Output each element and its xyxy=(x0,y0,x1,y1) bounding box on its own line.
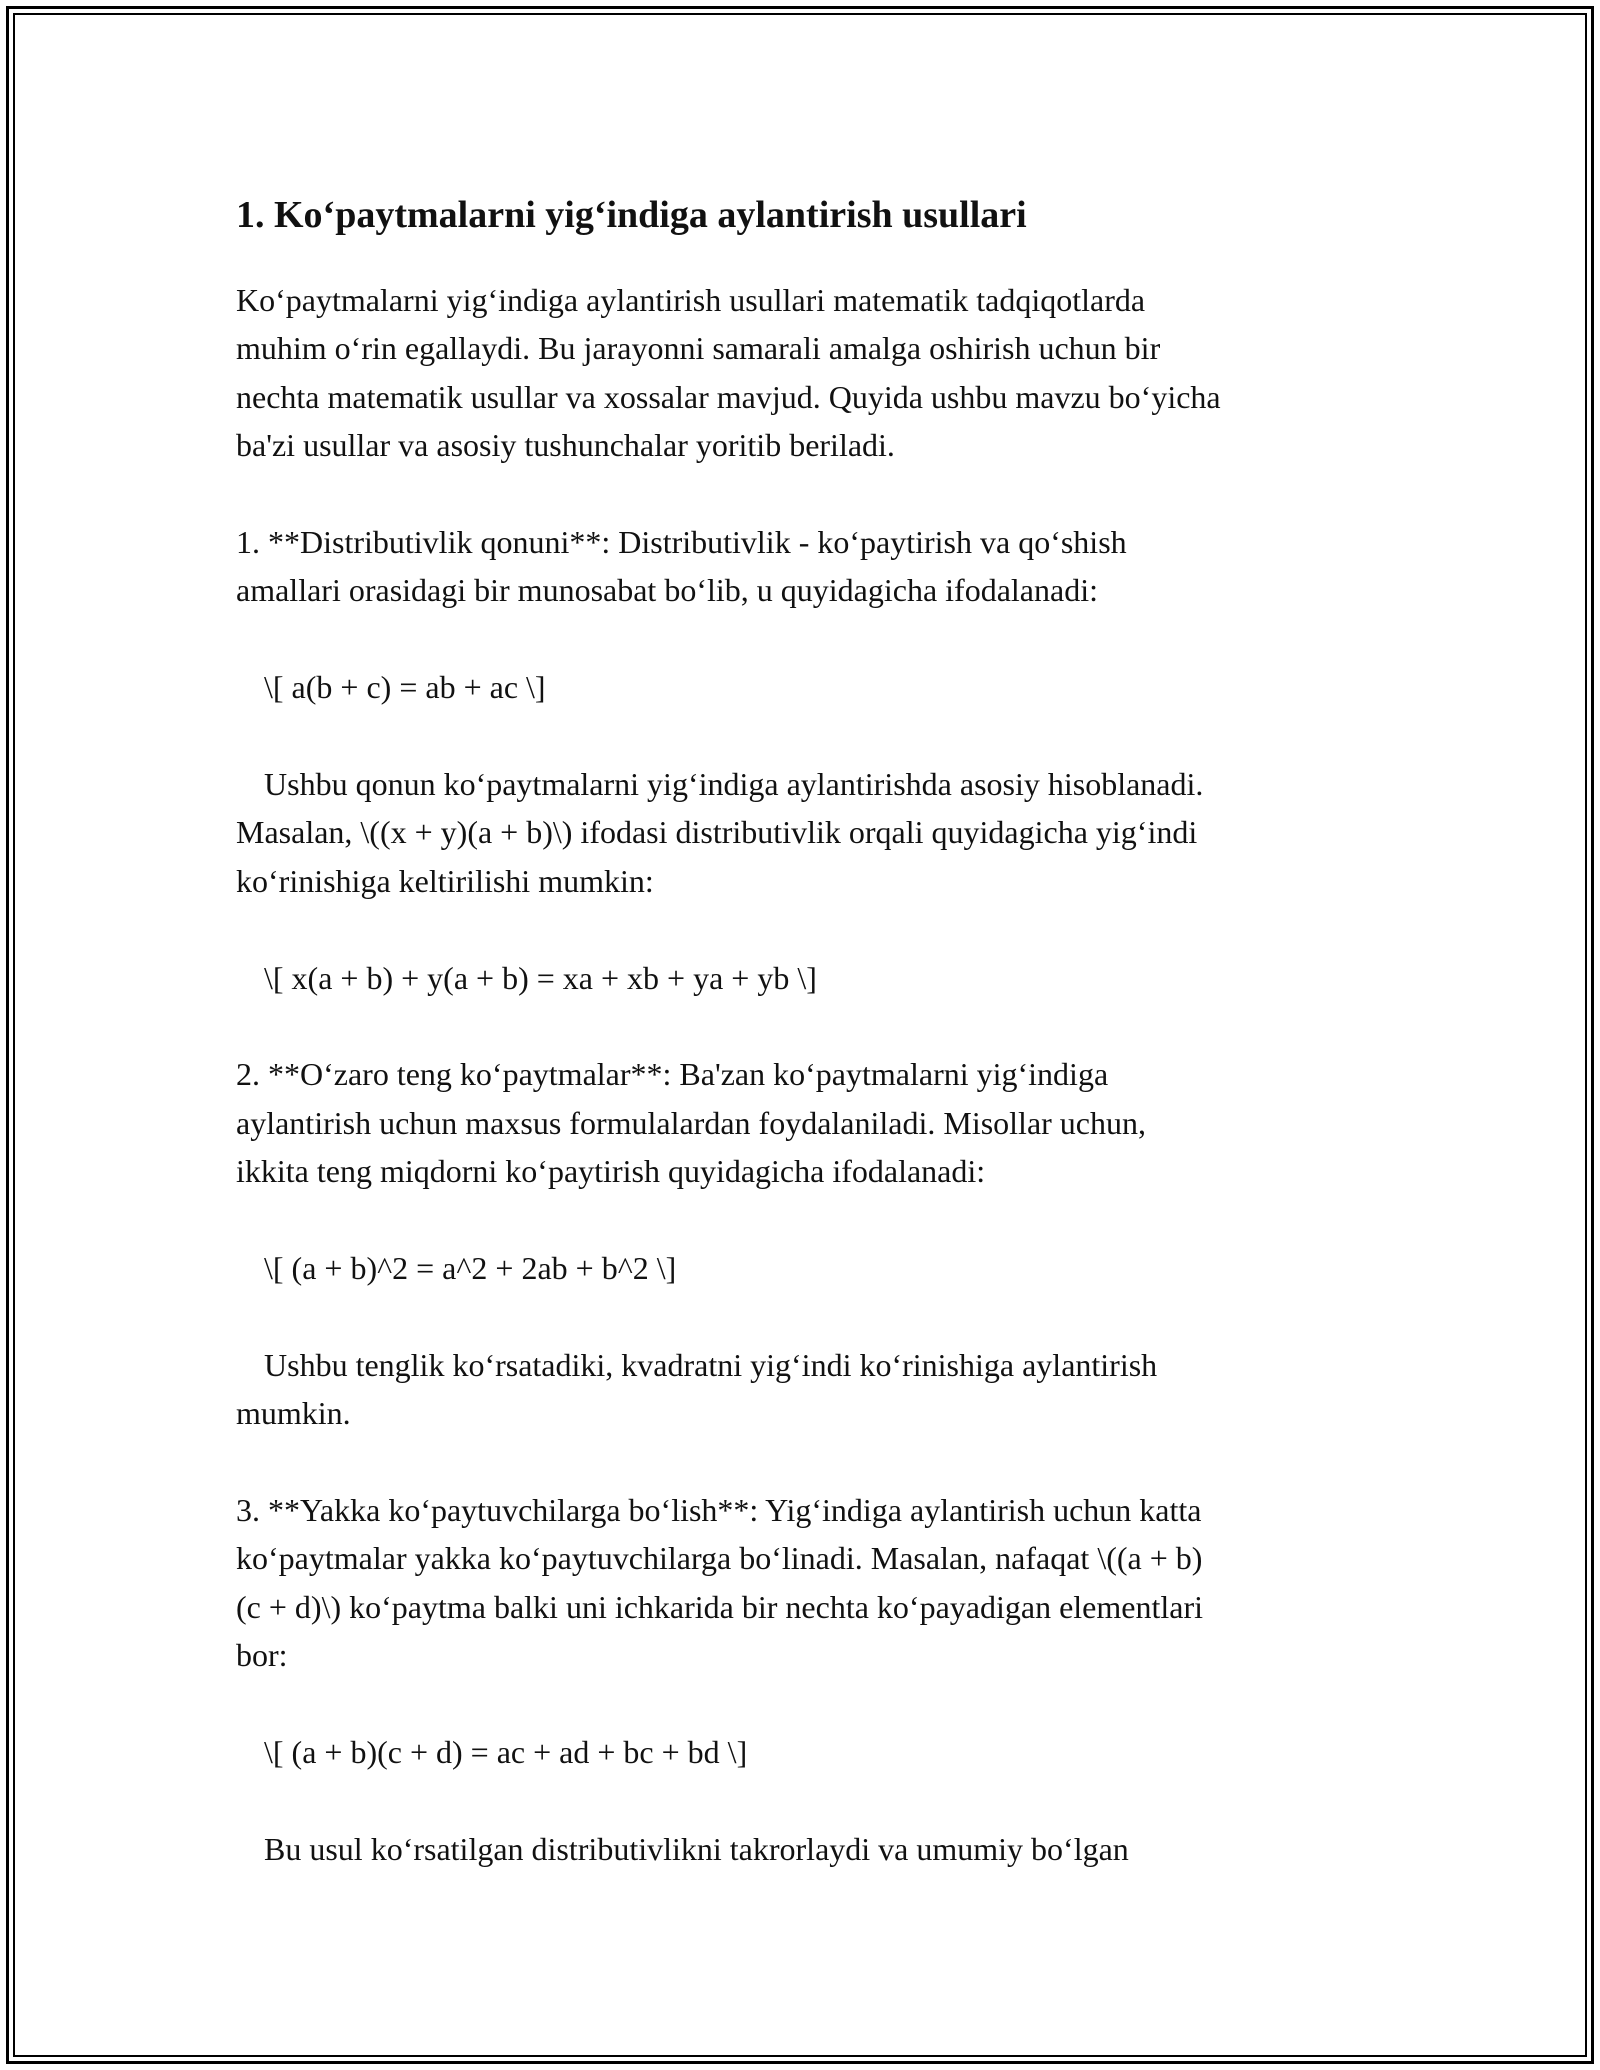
formula-distributive: \[ a(b + c) = ab + ac \] xyxy=(264,669,546,706)
formula-product: \[ (a + b)(c + d) = ac + ad + bc + bd \] xyxy=(264,1734,748,1771)
rule-2-explanation: Ushbu tenglik ko‘rsatadiki, kvadratni yig‘indi ko‘rinishiga aylantirish mumkin. xyxy=(236,1346,1158,1432)
rule-3-explanation: Bu usul ko‘rsatilgan distributivlikni takrorlaydi va umumiy bo‘lgan xyxy=(264,1830,1129,1867)
document-body xyxy=(236,180,1366,1873)
rule-1-explanation: Ushbu qonun ko‘paytmalarni yig‘indiga aylantirishda asosiy hisoblanadi. Masalan, \((x + y)(a + b)\) ifodasi distributivlik orqali quyidagicha yig‘indi ko‘rinishiga keltirilishi mumkin: xyxy=(236,766,1204,899)
intro-paragraph: Ko‘paytmalarni yig‘indiga aylantirish usullari matematik tadqiqotlarda muhim o‘rin egallaydi. Bu jarayonni samarali amalga oshirish uchun bir nechta matematik usullar va xossalar mavjud. Quyida ushbu mavzu bo‘yicha ba'zi usullar va asosiy tushunchalar yoritib beriladi. xyxy=(236,282,1221,464)
rule-3-paragraph: 3. **Yakka ko‘paytuvchilarga bo‘lish**: Yig‘indiga aylantirish uchun katta ko‘paytmalar yakka ko‘paytuvchilarga bo‘linadi. Masalan, nafaqat \((a + b) (c + d)\) ko‘paytma balki uni ichkarida bir nechta ko‘payadigan elementlari bor: xyxy=(236,1492,1203,1674)
formula-square: \[ (a + b)^2 = a^2 + 2ab + b^2 \] xyxy=(264,1250,677,1287)
rule-2-paragraph: 2. **O‘zaro teng ko‘paytmalar**: Ba'zan ko‘paytmalarni yig‘indiga aylantirish uchun maxsus formulalardan foydalaniladi. Misollar uchun, ikkita teng miqdorni ko‘paytirish quyidagicha ifodalanadi: xyxy=(236,1056,1146,1190)
formula-expansion: \[ x(a + b) + y(a + b) = xa + xb + ya + yb \] xyxy=(264,959,817,996)
rule-1-paragraph: 1. **Distributivlik qonuni**: Distributivlik - ko‘paytirish va qo‘shish amallari orasidagi bir munosabat bo‘lib, u quyidagicha ifodalanadi: xyxy=(236,524,1127,609)
section-heading: 1. Ko‘paytmalarni yig‘indiga aylantirish usullari xyxy=(236,194,1027,236)
